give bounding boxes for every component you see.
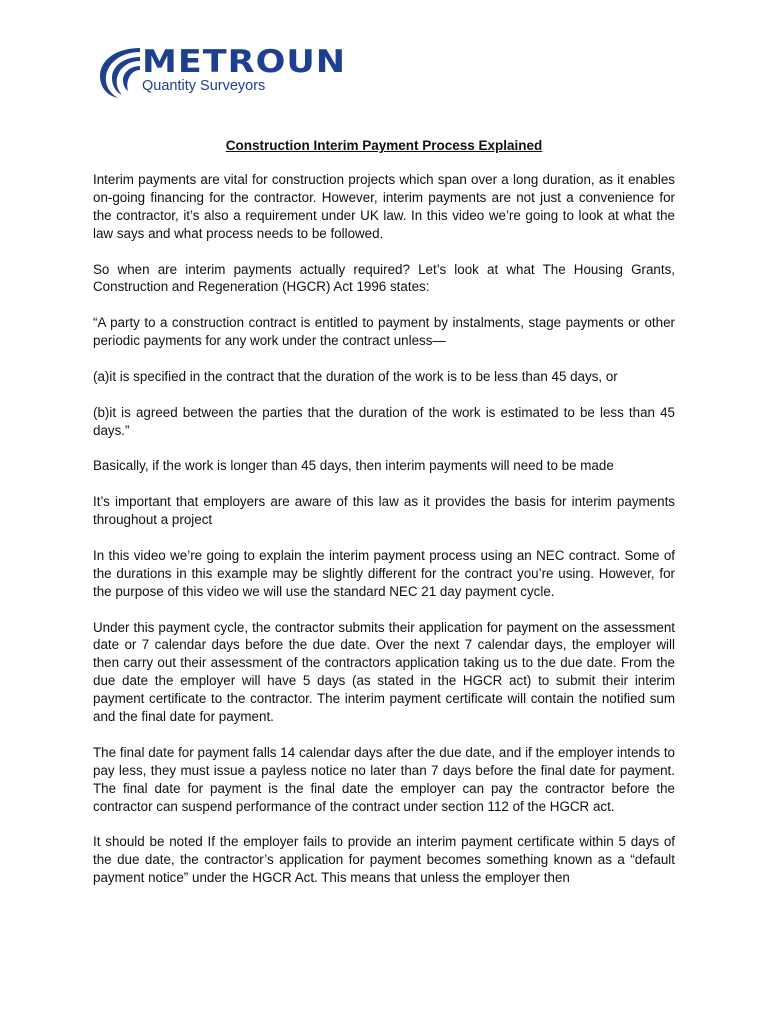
paragraph: Basically, if the work is longer than 45 days, then interim payments will need to be made [93, 458, 614, 474]
paragraph: “A party to a construction contract is entitled to payment by instalments, stage payments or other periodic payments for any work under the contract unless— [93, 315, 675, 349]
logo-wordmark: METROUN [142, 44, 347, 80]
paragraph: Interim payments are vital for construction projects which span over a long duration, as it enables on-going financing for the contractor. However, interim payments are not just a convenience for the contractor, it’s also a requirement under UK law. In this video we’re going to look at what the law says and what process needs to be followed. [93, 172, 675, 241]
logo-swoosh-icon [96, 44, 144, 100]
paragraph: (a)it is specified in the contract that the duration of the work is to be less than 45 days, or [93, 368, 618, 384]
paragraph: It’s important that employers are aware of this law as it provides the basis for interim payments throughout a project [93, 494, 675, 528]
logo-tagline: Quantity Surveyors [142, 78, 266, 94]
document-body [93, 171, 675, 905]
document-title: Construction Interim Payment Process Explained [225, 138, 543, 153]
paragraph: Under this payment cycle, the contractor submits their application for payment on the assessment date or 7 calendar days before the due date. Over the next 7 calendar days, the employer will then carry out their assessment of the contractors application taking us to the due date. From the due date the employer will have 5 days (as stated in the HGCR act) to submit their interim payment certificate to the contractor. The interim payment certificate will contain the notified sum and the final date for payment. [93, 619, 675, 725]
paragraph: (b)it is agreed between the parties that the duration of the work is estimated to be less than 45 days.” [93, 404, 675, 438]
company-logo [96, 44, 376, 100]
paragraph: So when are interim payments actually required? Let’s look at what The Housing Grants, Construction and Regeneration (HGCR) Act 1996 states: [93, 261, 675, 295]
paragraph: It should be noted If the employer fails to provide an interim payment certificate within 5 days of the due date, the contractor’s application for payment becomes something known as a “default payment notice” under the HGCR Act. This means that unless the employer then [93, 834, 675, 886]
paragraph: The final date for payment falls 14 calendar days after the due date, and if the employer intends to pay less, they must issue a payless notice no later than 7 days before the final date for payment. The final date for payment is the final date the employer can pay the contractor before the contractor can suspend performance of the contract under section 112 of the HGCR act. [93, 744, 675, 814]
paragraph: In this video we’re going to explain the interim payment process using an NEC contract. Some of the durations in this example may be slightly different for the contract you’re using. However, for the purpose of this video we will use the standard NEC 21 day payment cycle. [93, 547, 675, 599]
